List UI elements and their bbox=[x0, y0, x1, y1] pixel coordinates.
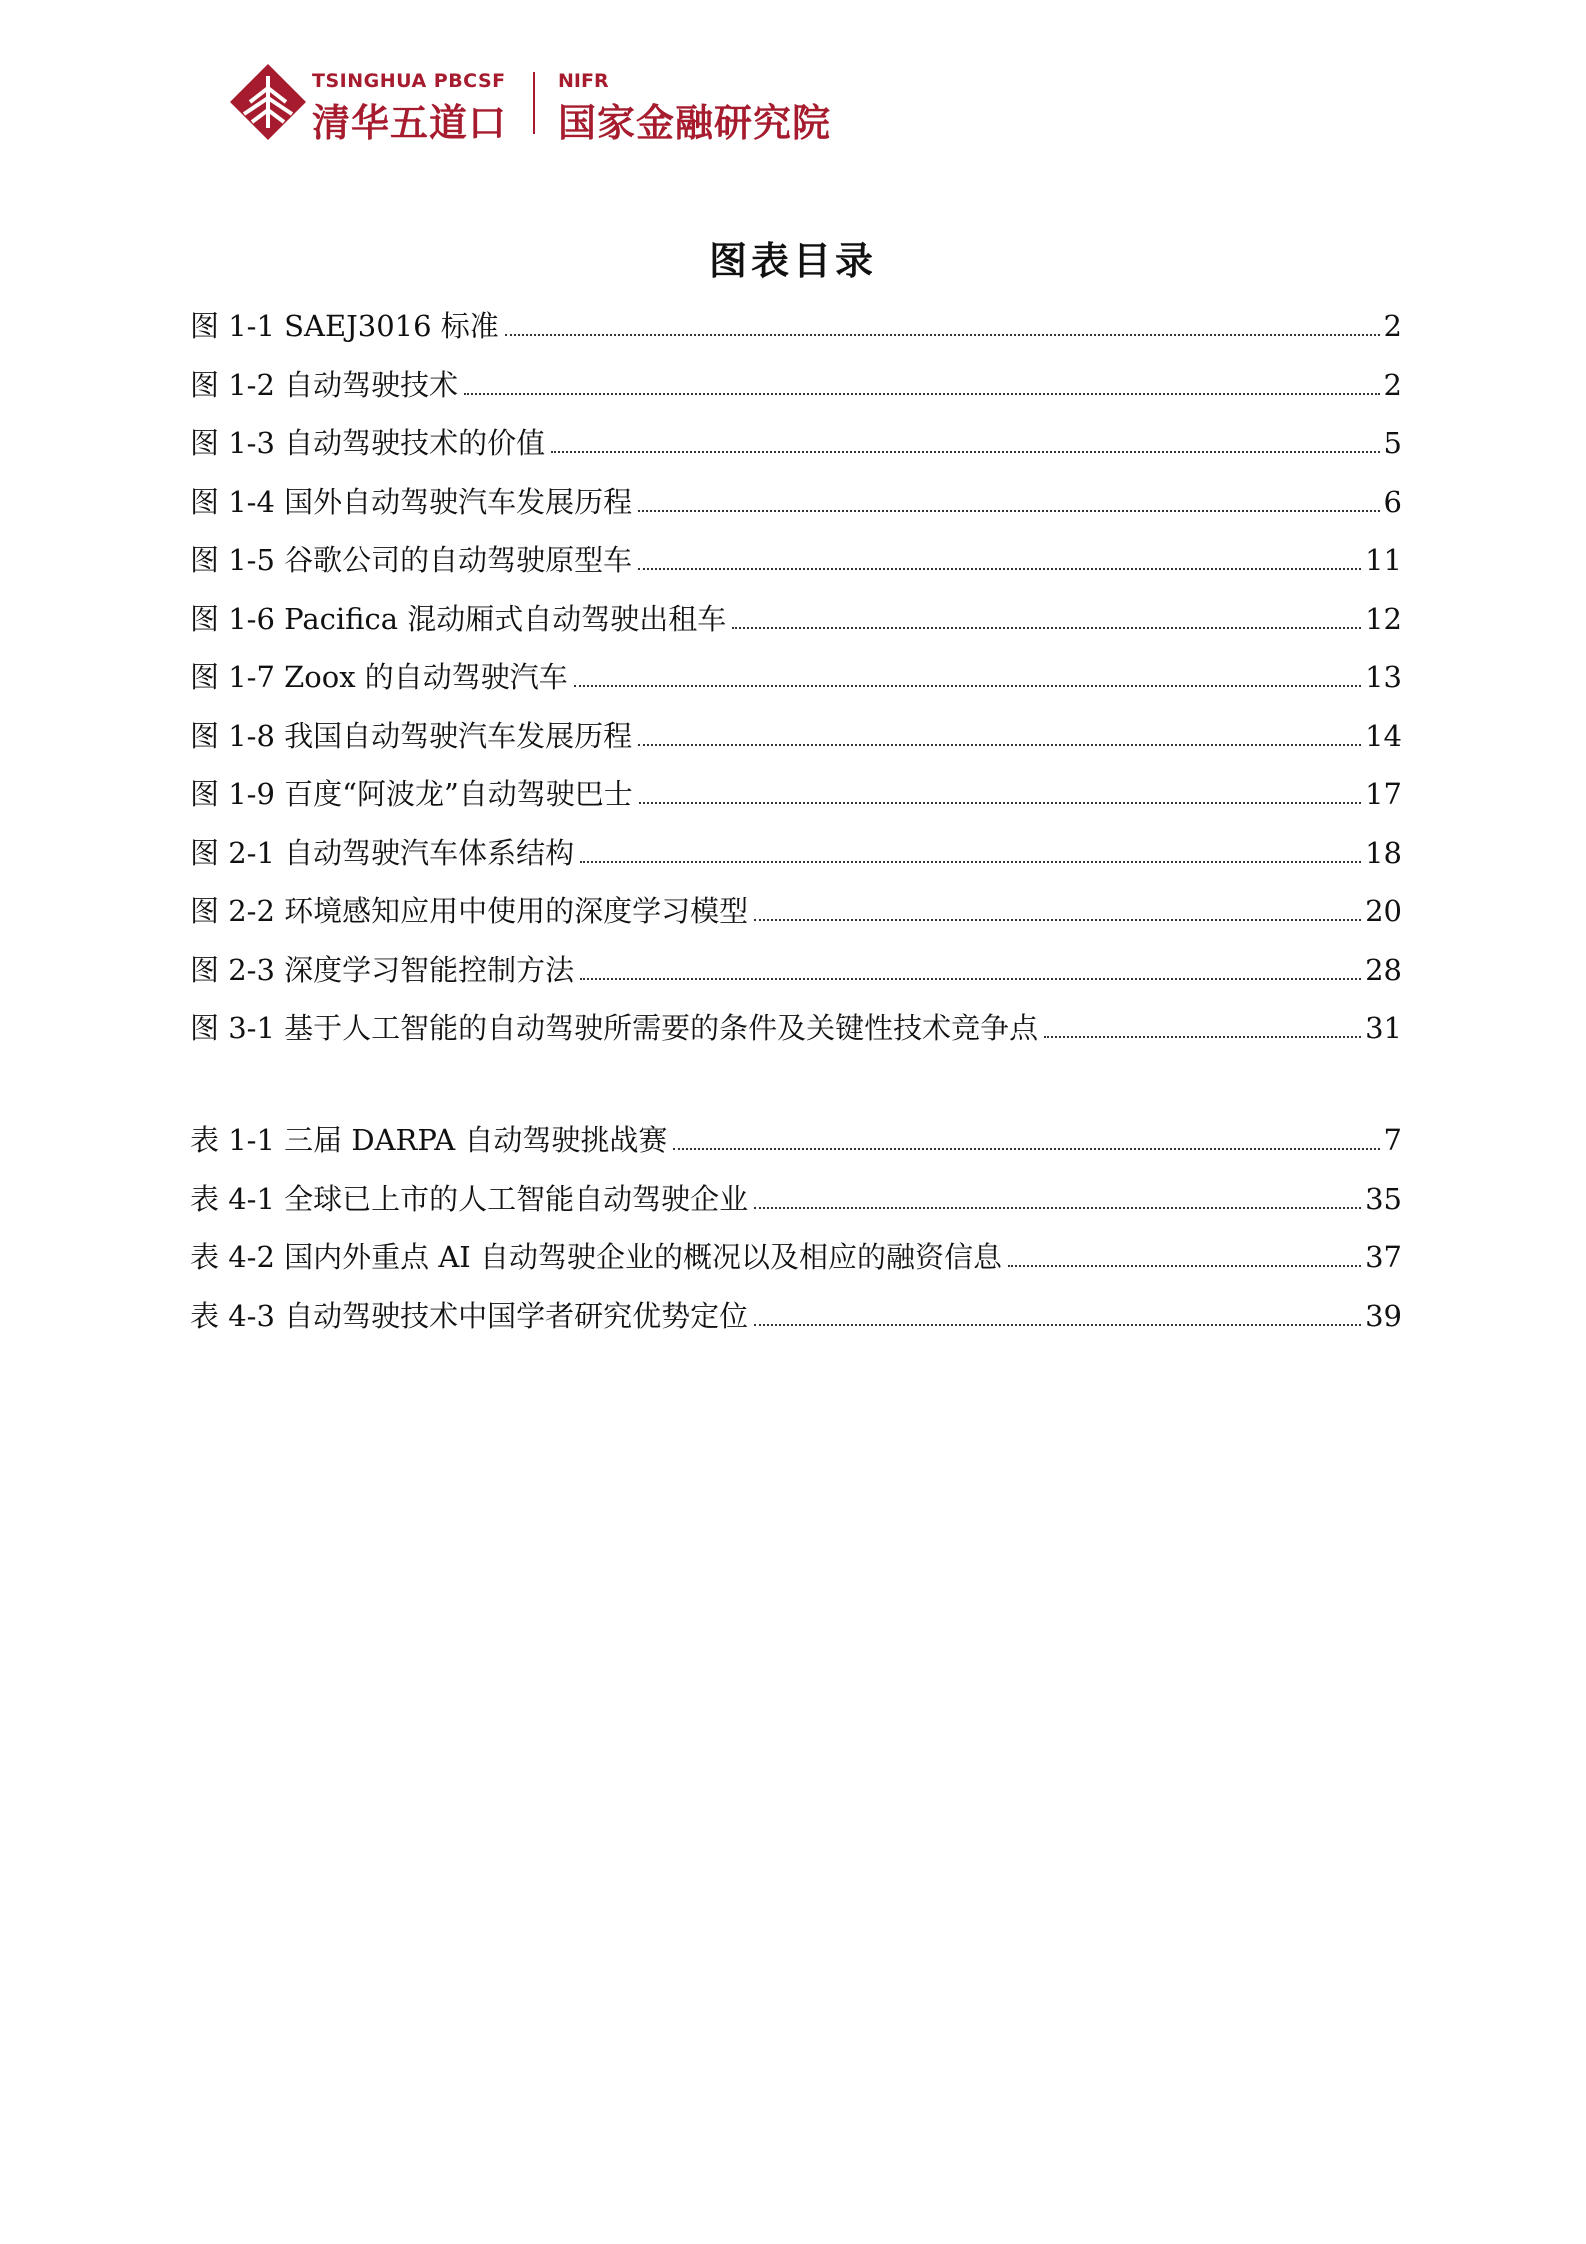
toc-page-number: 37 bbox=[1365, 1240, 1402, 1274]
brand-english: TSINGHUA PBCSF bbox=[312, 70, 506, 92]
toc-leader-dots bbox=[505, 333, 1380, 336]
toc-row-figure[interactable] bbox=[190, 948, 1402, 992]
toc-page-number: 28 bbox=[1365, 953, 1402, 987]
toc-page-number: 39 bbox=[1365, 1299, 1402, 1333]
toc-entry-label: 表 4-3 自动驾驶技术中国学者研究优势定位 bbox=[190, 1299, 749, 1333]
toc-leader-dots bbox=[673, 1147, 1379, 1150]
toc-row-table[interactable] bbox=[190, 1177, 1402, 1221]
toc-entry-label: 图 1-1 SAEJ3016 标准 bbox=[190, 309, 499, 343]
toc-row-figure[interactable] bbox=[190, 889, 1402, 933]
toc-page-number: 7 bbox=[1383, 1123, 1402, 1157]
toc-page-number: 13 bbox=[1365, 660, 1402, 694]
toc-leader-dots bbox=[464, 392, 1379, 395]
toc-page-number: 12 bbox=[1365, 602, 1402, 636]
logo-divider bbox=[533, 72, 535, 134]
toc-leader-dots bbox=[638, 567, 1361, 570]
institute-chinese: 国家金融研究院 bbox=[558, 101, 832, 145]
toc-entry-label: 图 1-3 自动驾驶技术的价值 bbox=[190, 426, 546, 460]
toc-row-figure[interactable] bbox=[190, 714, 1402, 758]
toc-entry-label: 图 1-8 我国自动驾驶汽车发展历程 bbox=[190, 719, 633, 753]
toc-leader-dots bbox=[638, 509, 1379, 512]
toc-entry-label: 表 1-1 三届 DARPA 自动驾驶挑战赛 bbox=[190, 1123, 668, 1157]
toc-row-figure[interactable] bbox=[190, 655, 1402, 699]
toc-entry-label: 图 3-1 基于人工智能的自动驾驶所需要的条件及关键性技术竞争点 bbox=[190, 1011, 1039, 1045]
toc-entry-label: 表 4-1 全球已上市的人工智能自动驾驶企业 bbox=[190, 1182, 749, 1216]
toc-page-number: 6 bbox=[1383, 485, 1402, 519]
institute-english: NIFR bbox=[558, 70, 609, 92]
toc-leader-dots bbox=[574, 684, 1361, 687]
page-title: 图表目录 bbox=[708, 238, 877, 283]
toc-row-figure[interactable] bbox=[190, 363, 1402, 407]
header-logo bbox=[228, 56, 868, 146]
toc-entry-label: 图 1-2 自动驾驶技术 bbox=[190, 368, 459, 402]
toc-leader-dots bbox=[1044, 1035, 1361, 1038]
toc-row-figure[interactable] bbox=[190, 304, 1402, 348]
toc-entry-label: 图 1-9 百度“阿波龙”自动驾驶巴士 bbox=[190, 777, 633, 811]
toc-entry-label: 图 1-5 谷歌公司的自动驾驶原型车 bbox=[190, 543, 633, 577]
toc-page-number: 2 bbox=[1383, 368, 1402, 402]
toc-row-figure[interactable] bbox=[190, 480, 1402, 524]
toc-entry-label: 图 1-4 国外自动驾驶汽车发展历程 bbox=[190, 485, 633, 519]
toc-entry-label: 图 2-2 环境感知应用中使用的深度学习模型 bbox=[190, 894, 749, 928]
toc-leader-dots bbox=[754, 1206, 1361, 1209]
toc-page-number: 14 bbox=[1365, 719, 1402, 753]
toc-page-number: 35 bbox=[1365, 1182, 1402, 1216]
toc-entry-label: 表 4-2 国内外重点 AI 自动驾驶企业的概况以及相应的融资信息 bbox=[190, 1240, 1002, 1274]
toc-leader-dots bbox=[754, 1323, 1361, 1326]
toc-row-table[interactable] bbox=[190, 1294, 1402, 1338]
toc-row-figure[interactable] bbox=[190, 597, 1402, 641]
toc-leader-dots bbox=[754, 918, 1361, 921]
toc-entry-label: 图 1-6 Pacifica 混动厢式自动驾驶出租车 bbox=[190, 602, 727, 636]
toc-leader-dots bbox=[551, 450, 1379, 453]
toc-entry-label: 图 2-1 自动驾驶汽车体系结构 bbox=[190, 836, 575, 870]
toc-page-number: 2 bbox=[1383, 309, 1402, 343]
toc-row-figure[interactable] bbox=[190, 772, 1402, 816]
toc-leader-dots bbox=[638, 743, 1361, 746]
toc-entry-label: 图 2-3 深度学习智能控制方法 bbox=[190, 953, 575, 987]
toc-leader-dots bbox=[1008, 1264, 1361, 1267]
toc-page-number: 20 bbox=[1365, 894, 1402, 928]
toc-page-number: 5 bbox=[1383, 426, 1402, 460]
toc-leader-dots bbox=[580, 860, 1361, 863]
toc-page-number: 11 bbox=[1365, 543, 1402, 577]
toc-row-table[interactable] bbox=[190, 1118, 1402, 1162]
brand-chinese: 清华五道口 bbox=[312, 101, 508, 145]
toc-page-number: 17 bbox=[1365, 777, 1402, 811]
toc-entry-label: 图 1-7 Zoox 的自动驾驶汽车 bbox=[190, 660, 568, 694]
toc-page-number: 31 bbox=[1365, 1011, 1402, 1045]
toc-row-table[interactable] bbox=[190, 1235, 1402, 1279]
toc-row-figure[interactable] bbox=[190, 1006, 1402, 1050]
toc-leader-dots bbox=[639, 801, 1361, 804]
pbcsf-logo-icon bbox=[228, 62, 308, 142]
toc-row-figure[interactable] bbox=[190, 831, 1402, 875]
toc-row-figure[interactable] bbox=[190, 421, 1402, 465]
toc-leader-dots bbox=[580, 977, 1361, 980]
toc-leader-dots bbox=[732, 626, 1361, 629]
toc-row-figure[interactable] bbox=[190, 538, 1402, 582]
toc-page-number: 18 bbox=[1365, 836, 1402, 870]
